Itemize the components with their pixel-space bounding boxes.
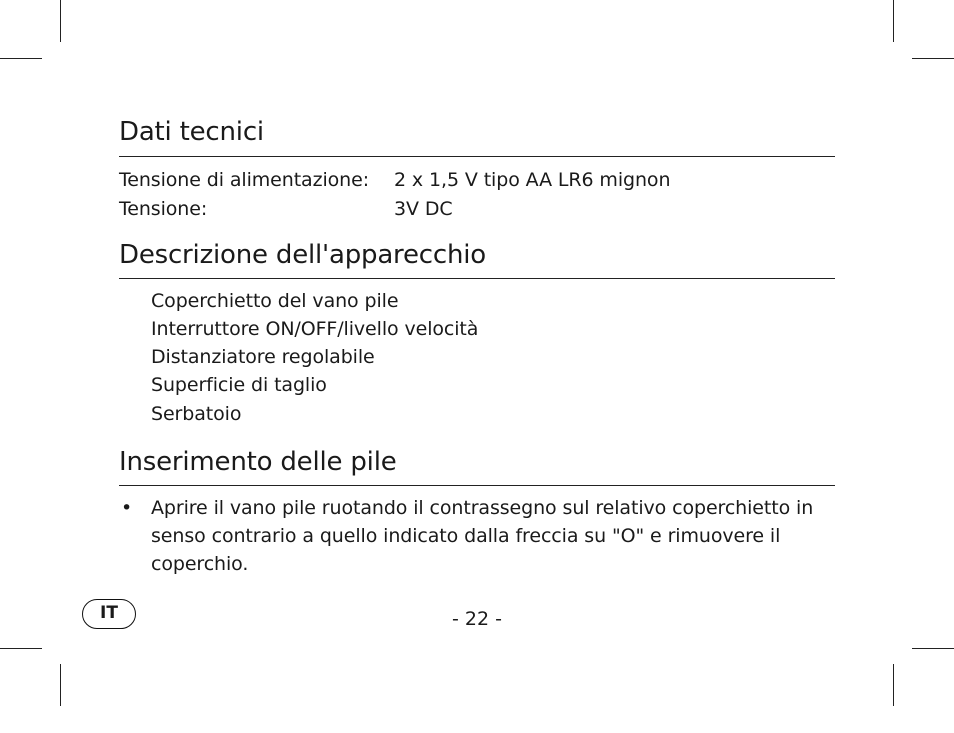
technical-data-rule	[119, 156, 835, 157]
crop-mark-bottom-right-vertical	[893, 664, 894, 706]
crop-mark-bottom-left-horizontal	[0, 648, 42, 649]
list-item: Superficie di taglio	[151, 374, 327, 396]
list-item: Serbatoio	[151, 403, 242, 425]
battery-insertion-heading: Inserimento delle pile	[119, 447, 397, 477]
crop-mark-top-right-horizontal	[912, 58, 954, 59]
spec-label-supply-voltage: Tensione di alimentazione:	[119, 169, 370, 191]
technical-data-heading: Dati tecnici	[119, 117, 264, 147]
spec-value-supply-voltage: 2 x 1,5 V tipo AA LR6 mignon	[394, 169, 671, 191]
spec-label-voltage: Tensione:	[119, 198, 208, 220]
battery-instruction-text: Aprire il vano pile ruotando il contrassegno sul relativo coperchietto in senso contrario a quello indicato dalla freccia su "O" e rimuovere il coperchio.	[151, 497, 814, 575]
battery-insertion-rule	[119, 485, 835, 486]
crop-mark-bottom-left-vertical	[60, 664, 61, 706]
crop-mark-top-right-vertical	[893, 0, 894, 42]
list-item: Interruttore ON/OFF/livello velocità	[151, 318, 479, 340]
language-badge: IT	[82, 599, 136, 629]
list-item: Coperchietto del vano pile	[151, 290, 399, 312]
page-number: - 22 -	[452, 608, 502, 630]
crop-mark-top-left-horizontal	[0, 58, 42, 59]
device-description-heading: Descrizione dell'apparecchio	[119, 240, 486, 270]
device-description-rule	[119, 278, 835, 279]
crop-mark-top-left-vertical	[60, 0, 61, 42]
crop-mark-bottom-right-horizontal	[912, 648, 954, 649]
list-item: Distanziatore regolabile	[151, 346, 375, 368]
bullet-marker: •	[121, 497, 133, 519]
spec-value-voltage: 3V DC	[394, 198, 453, 220]
